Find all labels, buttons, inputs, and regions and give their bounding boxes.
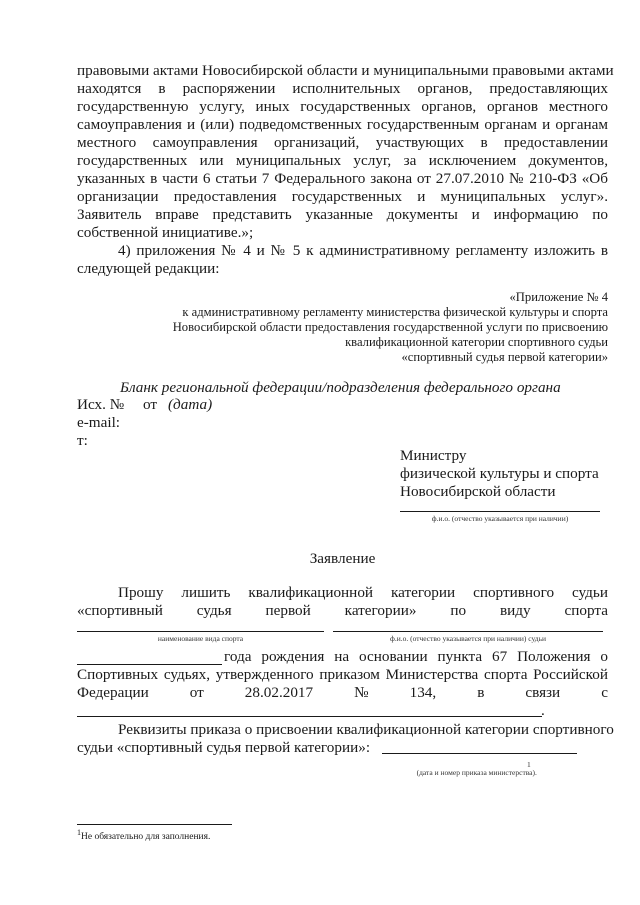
footnote xyxy=(77,827,608,843)
word: 28.02.2017 xyxy=(244,684,314,701)
details-footnote-mark: 1 xyxy=(527,760,531,769)
word: № xyxy=(354,684,369,701)
addressee-signature-rule xyxy=(400,511,600,512)
request-line-2 xyxy=(77,602,608,620)
reason-period: . xyxy=(541,702,545,719)
paragraph-line: указанных в части 6 статьи 7 Федерального закона от 27.07.2010 № 210-ФЗ «Об xyxy=(77,170,608,187)
word: спортивного xyxy=(473,584,555,601)
judge-fio-blank[interactable] xyxy=(333,631,603,632)
phone-label: т: xyxy=(77,432,88,449)
paragraph-line: правовыми актами Новосибирской области и муниципальными правовыми актами xyxy=(77,62,614,79)
word: по xyxy=(450,602,467,619)
details-line-1: Реквизиты приказа о присвоении квалификационной категории спортивного xyxy=(118,721,614,738)
word: связи xyxy=(525,684,561,701)
details-caption-period: . xyxy=(535,768,537,777)
appendix-line: Новосибирской области предоставления государственной услуги по присвоению xyxy=(172,320,608,334)
paragraph-line: государственную услугу, иных государственных органов, органов местного xyxy=(77,98,608,115)
regulation-line: Спортивных судьях, утвержденного приказом Министерства спорта Российской xyxy=(77,666,608,683)
judge-fio-caption: ф.и.о. (отчество указывается при наличии) судьи xyxy=(389,634,547,643)
birth-line: года рождения на основании пункта 67 Положения о xyxy=(224,648,608,665)
addressee-line: Министру xyxy=(400,447,467,464)
appendix-line: квалификационной категории спортивного судьи xyxy=(345,335,608,349)
sport-caption: наименование вида спорта xyxy=(157,634,244,643)
statement-title: Заявление xyxy=(309,550,376,567)
word: виду xyxy=(499,602,531,619)
word: лишить xyxy=(181,584,231,601)
word: 134, xyxy=(409,684,437,701)
paragraph-line: организации предоставления государственных и муниципальных услуг». xyxy=(77,188,608,205)
birth-year-blank[interactable] xyxy=(77,664,222,665)
item-4-line: 4) приложения № 4 и № 5 к административному регламенту изложить в xyxy=(118,242,608,259)
paragraph-line: государственных или муниципальных услуг, за исключением документов, xyxy=(77,152,608,169)
appendix-line: «спортивный судья первой категории» xyxy=(401,350,608,364)
details-line-2: судьи «спортивный судья первой категории»: xyxy=(77,739,371,756)
sport-name-blank[interactable] xyxy=(77,631,324,632)
footnote-separator xyxy=(77,824,232,825)
word: от xyxy=(189,684,204,701)
blank-title: Бланк региональной федерации/подразделения федерального органа xyxy=(120,379,561,396)
fio-caption: ф.и.о. (отчество указывается при наличии) xyxy=(431,514,569,523)
appendix-line: «Приложение № 4 xyxy=(509,290,608,304)
addressee-line: Новосибирской области xyxy=(400,483,556,500)
paragraph-line: собственной инициативе.»; xyxy=(77,224,254,241)
word: Федерации xyxy=(77,684,149,701)
request-line-1 xyxy=(118,584,608,602)
word: с xyxy=(601,684,608,701)
email-label: e-mail: xyxy=(77,414,121,431)
federation-line xyxy=(77,684,608,702)
word: спорта xyxy=(564,602,608,619)
item-4-line: следующей редакции: xyxy=(77,260,220,277)
word: «спортивный xyxy=(77,602,163,619)
outgoing-prefix: Исх. № xyxy=(77,396,125,413)
word: первой xyxy=(265,602,311,619)
paragraph-line: Заявитель вправе представить указанные документы и информацию по xyxy=(77,206,608,223)
footnote-mark: 1 xyxy=(77,827,81,837)
word: квалификационной xyxy=(248,584,374,601)
word: судьи xyxy=(572,584,608,601)
appendix-line: к административному регламенту министерства физической культуры и спорта xyxy=(182,305,608,319)
reason-blank[interactable] xyxy=(77,716,542,717)
paragraph-line: самоуправления и (или) подведомственных государственным органам и органам xyxy=(77,116,608,133)
word: в xyxy=(477,684,485,701)
order-details-blank[interactable] xyxy=(382,753,577,754)
word: судья xyxy=(196,602,232,619)
word: Прошу xyxy=(118,584,164,601)
word: категории» xyxy=(344,602,417,619)
paragraph-line: местного самоуправления организаций, участвующих в предоставлении xyxy=(77,134,608,151)
word: категории xyxy=(390,584,456,601)
details-caption: (дата и номер приказа министерства) xyxy=(416,768,535,777)
paragraph-line: находятся в распоряжении исполнительных органов, предоставляющих xyxy=(77,80,608,97)
outgoing-from: от xyxy=(143,396,158,413)
addressee-line: физической культуры и спорта xyxy=(400,465,599,482)
footnote-text: Не обязательно для заполнения. xyxy=(81,832,211,842)
outgoing-date: (дата) xyxy=(168,396,213,413)
